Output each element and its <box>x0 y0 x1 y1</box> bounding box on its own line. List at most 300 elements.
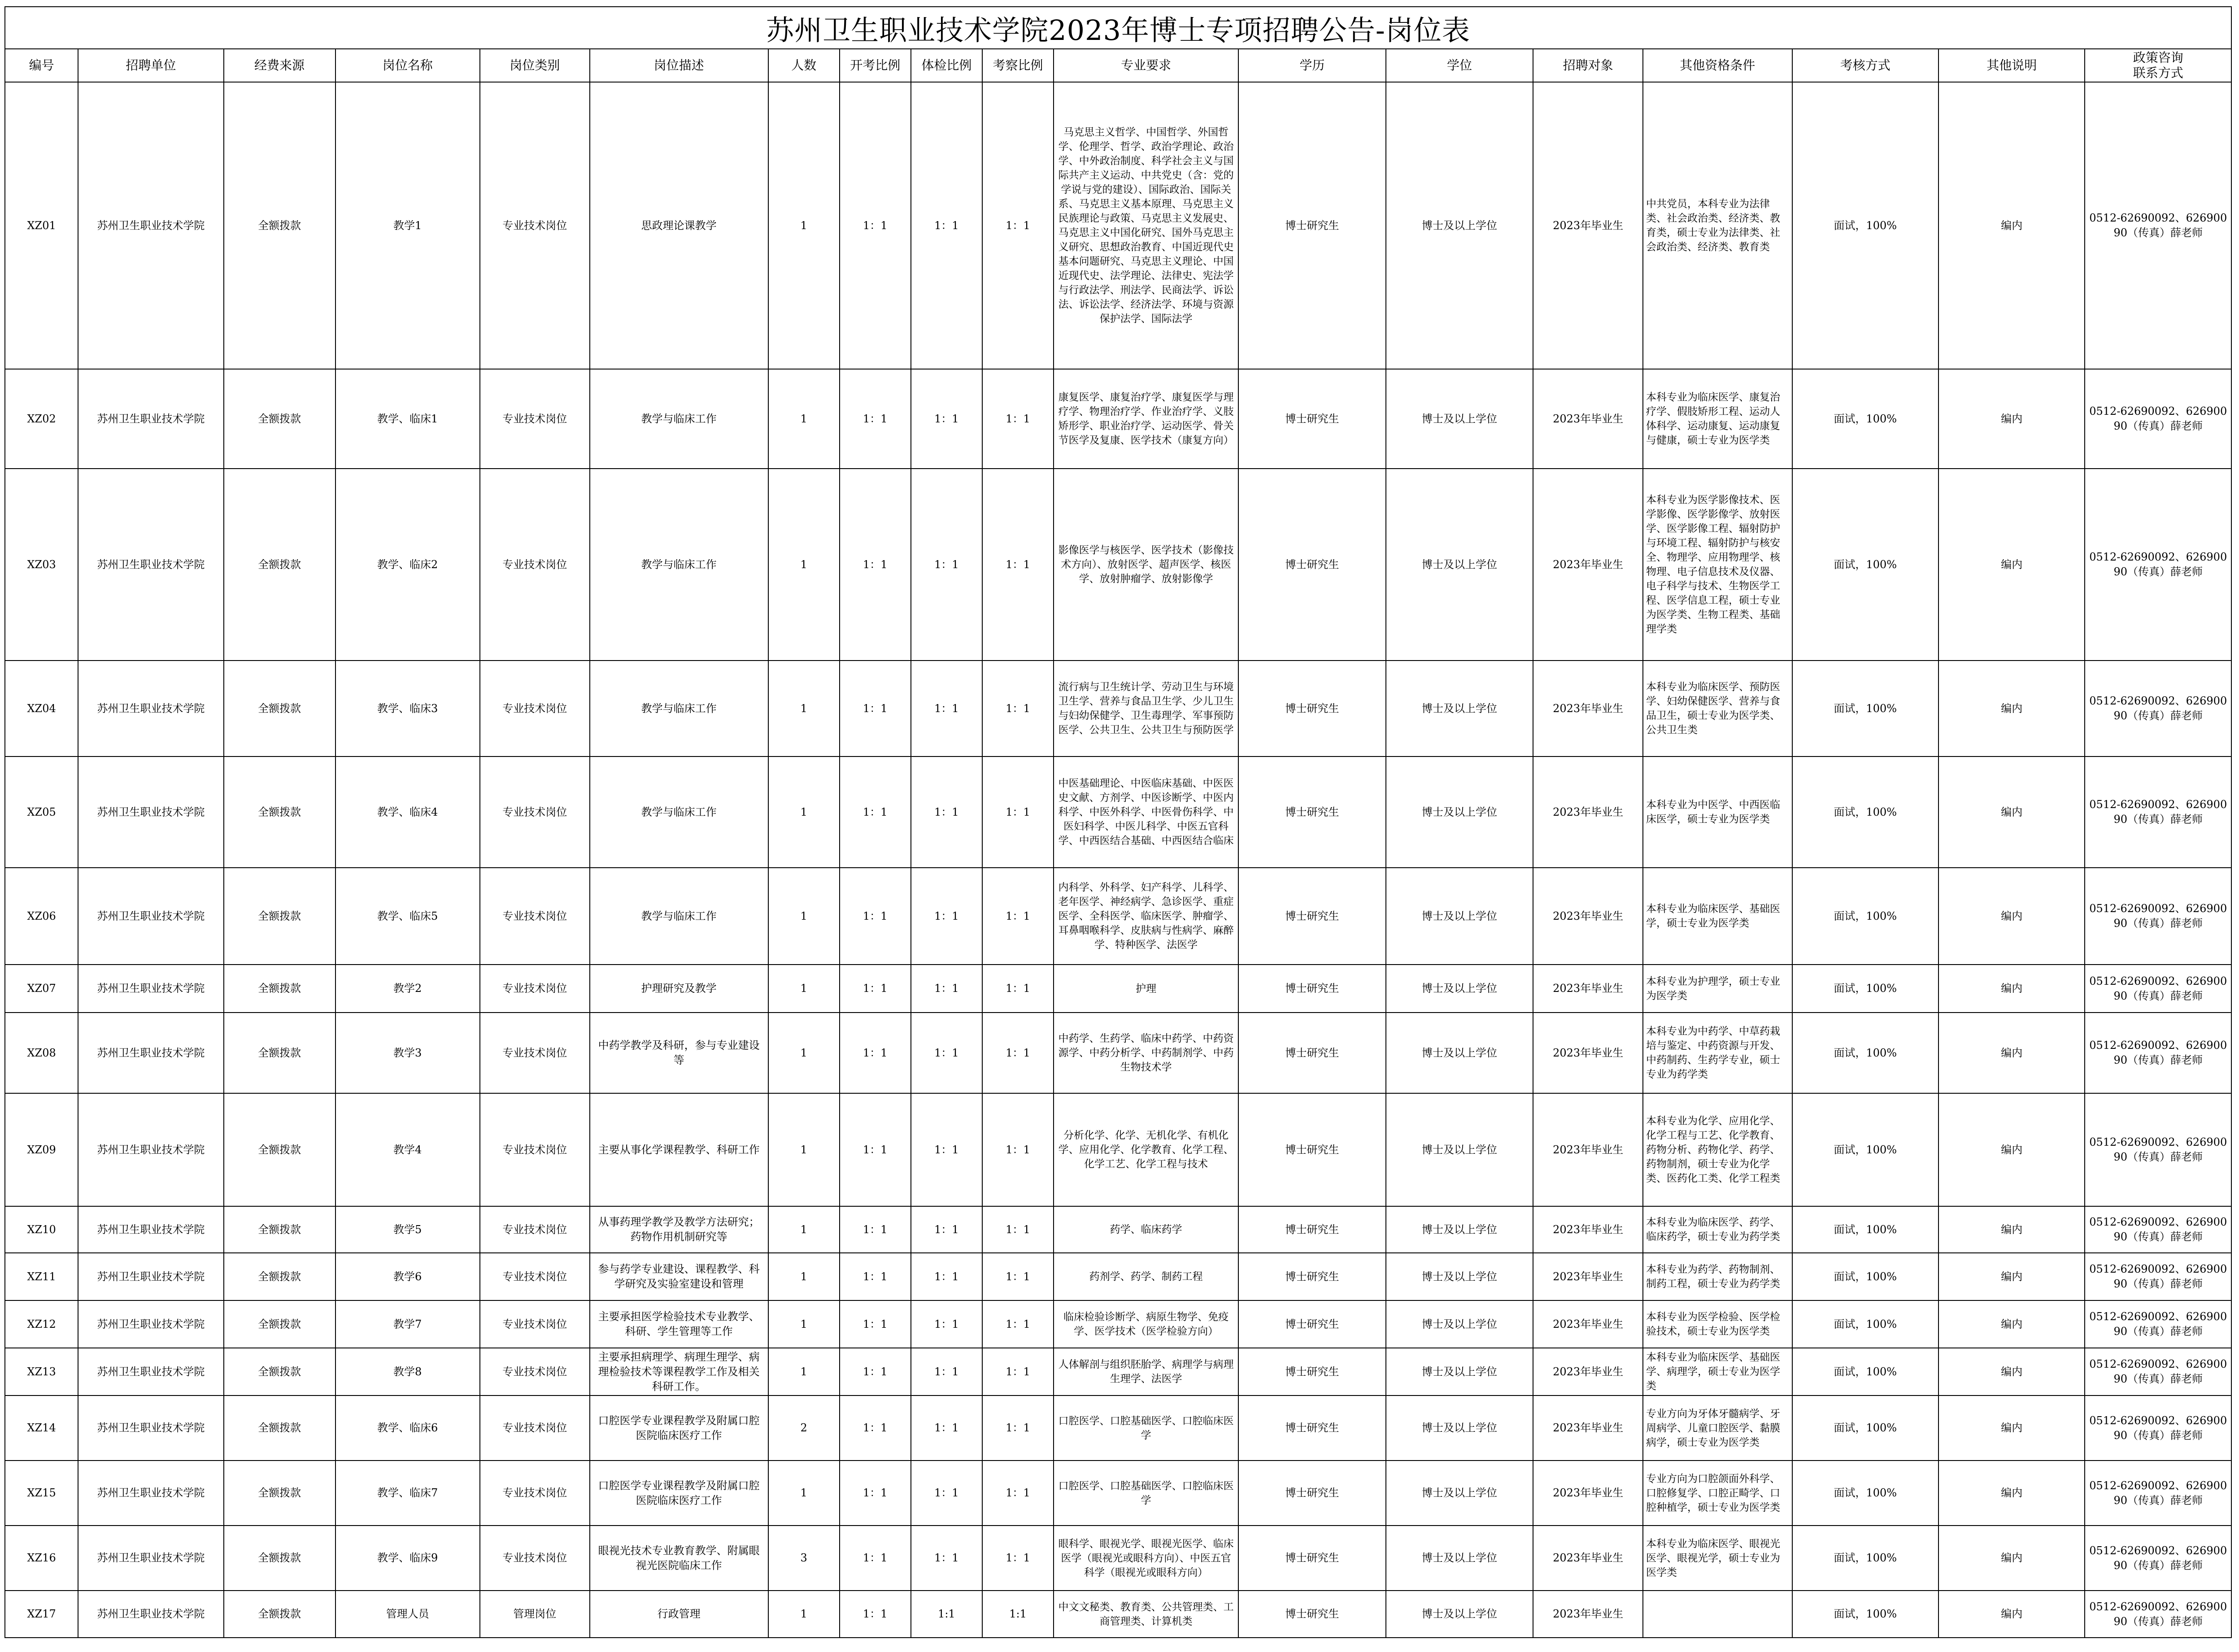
cell-medical-ratio: 1：1 <box>911 82 982 369</box>
table-title: 苏州卫生职业技术学院2023年博士专项招聘公告-岗位表 <box>4 6 2232 48</box>
cell-major: 中文文秘类、教育类、公共管理类、工商管理类、计算机类 <box>1054 1591 1238 1638</box>
cell-contact: 0512-62690092、62690090（传真）薛老师 <box>2085 756 2231 868</box>
col-header-inspection-ratio: 考察比例 <box>982 49 1054 82</box>
cell-inspection-ratio: 1:1 <box>982 1591 1054 1638</box>
cell-description: 教学与临床工作 <box>590 369 768 469</box>
cell-major: 流行病与卫生统计学、劳动卫生与环境卫生学、营养与食品卫生学、少儿卫生与妇幼保健学、卫生毒理学、军事预防医学、公共卫生、公共卫生与预防医学 <box>1054 661 1238 756</box>
cell-id: XZ06 <box>5 868 78 965</box>
cell-other-qualifications: 本科专业为中医学、中西医临床医学，硕士专业为医学类 <box>1643 756 1792 868</box>
job-table <box>4 48 2232 1638</box>
cell-degree: 博士及以上学位 <box>1386 1348 1533 1396</box>
cell-contact: 0512-62690092、62690090（传真）薛老师 <box>2085 868 2231 965</box>
cell-assessment: 面试，100% <box>1792 1253 1938 1300</box>
cell-target: 2023年毕业生 <box>1533 369 1643 469</box>
cell-category: 专业技术岗位 <box>480 1526 590 1591</box>
cell-major: 护理 <box>1054 965 1238 1013</box>
cell-education: 博士研究生 <box>1238 868 1385 965</box>
cell-other-qualifications: 本科专业为临床医学、药学、临床药学，硕士专业为药学类 <box>1643 1206 1792 1253</box>
cell-assessment: 面试，100% <box>1792 756 1938 868</box>
cell-id: XZ17 <box>5 1591 78 1638</box>
cell-description: 眼视光技术专业教育教学、附属眼视光医院临床工作 <box>590 1526 768 1591</box>
cell-assessment: 面试，100% <box>1792 1300 1938 1348</box>
cell-count: 1 <box>768 1093 840 1206</box>
cell-target: 2023年毕业生 <box>1533 756 1643 868</box>
cell-other-qualifications: 本科专业为医学检验、医学检验技术，硕士专业为医学类 <box>1643 1300 1792 1348</box>
cell-contact: 0512-62690092、62690090（传真）薛老师 <box>2085 1206 2231 1253</box>
cell-education: 博士研究生 <box>1238 1300 1385 1348</box>
cell-other-qualifications: 本科专业为临床医学、康复治疗学、假肢矫形工程、运动人体科学、运动康复、运动康复与健康，硕士专业为医学类 <box>1643 369 1792 469</box>
cell-fund: 全额拨款 <box>224 1206 335 1253</box>
cell-major: 中药学、生药学、临床中药学、中药资源学、中药分析学、中药制剂学、中药生物技术学 <box>1054 1013 1238 1093</box>
cell-inspection-ratio: 1：1 <box>982 1206 1054 1253</box>
cell-target: 2023年毕业生 <box>1533 1526 1643 1591</box>
table-row <box>5 965 2231 1013</box>
cell-unit: 苏州卫生职业技术学院 <box>78 82 223 369</box>
cell-count: 1 <box>768 1348 840 1396</box>
cell-fund: 全额拨款 <box>224 756 335 868</box>
cell-assessment: 面试，100% <box>1792 1013 1938 1093</box>
cell-contact: 0512-62690092、62690090（传真）薛老师 <box>2085 1300 2231 1348</box>
cell-assessment: 面试，100% <box>1792 868 1938 965</box>
cell-target: 2023年毕业生 <box>1533 82 1643 369</box>
cell-medical-ratio: 1：1 <box>911 1253 982 1300</box>
cell-target: 2023年毕业生 <box>1533 1093 1643 1206</box>
cell-exam-ratio: 1：1 <box>840 756 911 868</box>
cell-other-qualifications: 专业方向为牙体牙髓病学、牙周病学、儿童口腔医学、黏膜病学，硕士专业为医学类 <box>1643 1396 1792 1461</box>
cell-id: XZ04 <box>5 661 78 756</box>
cell-assessment: 面试，100% <box>1792 1348 1938 1396</box>
cell-unit: 苏州卫生职业技术学院 <box>78 1591 223 1638</box>
cell-count: 1 <box>768 661 840 756</box>
cell-education: 博士研究生 <box>1238 1348 1385 1396</box>
table-row <box>5 1253 2231 1300</box>
cell-inspection-ratio: 1：1 <box>982 661 1054 756</box>
cell-degree: 博士及以上学位 <box>1386 965 1533 1013</box>
cell-other-qualifications: 本科专业为临床医学、预防医学、妇幼保健医学、营养与食品卫生，硕士专业为医学类、公共卫生类 <box>1643 661 1792 756</box>
cell-post: 教学1 <box>335 82 480 369</box>
cell-id: XZ14 <box>5 1396 78 1461</box>
cell-unit: 苏州卫生职业技术学院 <box>78 868 223 965</box>
cell-category: 专业技术岗位 <box>480 1461 590 1526</box>
cell-unit: 苏州卫生职业技术学院 <box>78 1253 223 1300</box>
cell-category: 专业技术岗位 <box>480 1093 590 1206</box>
cell-unit: 苏州卫生职业技术学院 <box>78 1396 223 1461</box>
cell-contact: 0512-62690092、62690090（传真）薛老师 <box>2085 661 2231 756</box>
cell-notes: 编内 <box>1938 82 2085 369</box>
cell-education: 博士研究生 <box>1238 469 1385 661</box>
cell-assessment: 面试，100% <box>1792 661 1938 756</box>
cell-exam-ratio: 1：1 <box>840 369 911 469</box>
cell-id: XZ08 <box>5 1013 78 1093</box>
cell-education: 博士研究生 <box>1238 369 1385 469</box>
cell-count: 1 <box>768 1591 840 1638</box>
cell-medical-ratio: 1：1 <box>911 1526 982 1591</box>
cell-exam-ratio: 1：1 <box>840 469 911 661</box>
job-table-sheet <box>4 6 2232 1644</box>
cell-inspection-ratio: 1：1 <box>982 1253 1054 1300</box>
cell-count: 1 <box>768 369 840 469</box>
cell-post: 教学、临床5 <box>335 868 480 965</box>
cell-inspection-ratio: 1：1 <box>982 965 1054 1013</box>
col-header-target: 招聘对象 <box>1533 49 1643 82</box>
cell-contact: 0512-62690092、62690090（传真）薛老师 <box>2085 1013 2231 1093</box>
table-row <box>5 369 2231 469</box>
cell-education: 博士研究生 <box>1238 1461 1385 1526</box>
cell-fund: 全额拨款 <box>224 1348 335 1396</box>
cell-unit: 苏州卫生职业技术学院 <box>78 1206 223 1253</box>
cell-medical-ratio: 1：1 <box>911 1093 982 1206</box>
cell-category: 专业技术岗位 <box>480 369 590 469</box>
cell-target: 2023年毕业生 <box>1533 1253 1643 1300</box>
cell-id: XZ15 <box>5 1461 78 1526</box>
cell-id: XZ01 <box>5 82 78 369</box>
cell-exam-ratio: 1：1 <box>840 1013 911 1093</box>
cell-count: 1 <box>768 1253 840 1300</box>
cell-target: 2023年毕业生 <box>1533 469 1643 661</box>
cell-exam-ratio: 1：1 <box>840 1300 911 1348</box>
cell-target: 2023年毕业生 <box>1533 1206 1643 1253</box>
cell-contact: 0512-62690092、62690090（传真）薛老师 <box>2085 469 2231 661</box>
cell-unit: 苏州卫生职业技术学院 <box>78 469 223 661</box>
cell-fund: 全额拨款 <box>224 1093 335 1206</box>
cell-exam-ratio: 1：1 <box>840 1526 911 1591</box>
cell-id: XZ02 <box>5 369 78 469</box>
col-header-unit: 招聘单位 <box>78 49 223 82</box>
cell-category: 专业技术岗位 <box>480 1013 590 1093</box>
cell-other-qualifications: 专业方向为口腔颌面外科学、口腔修复学、口腔正畸学、口腔种植学，硕士专业为医学类 <box>1643 1461 1792 1526</box>
cell-count: 1 <box>768 469 840 661</box>
cell-exam-ratio: 1：1 <box>840 868 911 965</box>
cell-medical-ratio: 1：1 <box>911 868 982 965</box>
cell-education: 博士研究生 <box>1238 1093 1385 1206</box>
cell-fund: 全额拨款 <box>224 369 335 469</box>
table-row <box>5 1396 2231 1461</box>
cell-inspection-ratio: 1：1 <box>982 82 1054 369</box>
cell-inspection-ratio: 1：1 <box>982 1526 1054 1591</box>
cell-category: 专业技术岗位 <box>480 1396 590 1461</box>
cell-medical-ratio: 1：1 <box>911 661 982 756</box>
cell-id: XZ07 <box>5 965 78 1013</box>
col-header-id: 编号 <box>5 49 78 82</box>
cell-unit: 苏州卫生职业技术学院 <box>78 661 223 756</box>
cell-category: 专业技术岗位 <box>480 1300 590 1348</box>
cell-other-qualifications: 本科专业为护理学，硕士专业为医学类 <box>1643 965 1792 1013</box>
cell-degree: 博士及以上学位 <box>1386 1206 1533 1253</box>
cell-education: 博士研究生 <box>1238 661 1385 756</box>
cell-category: 专业技术岗位 <box>480 661 590 756</box>
cell-unit: 苏州卫生职业技术学院 <box>78 1461 223 1526</box>
cell-contact: 0512-62690092、62690090（传真）薛老师 <box>2085 1348 2231 1396</box>
cell-target: 2023年毕业生 <box>1533 1013 1643 1093</box>
cell-inspection-ratio: 1：1 <box>982 1093 1054 1206</box>
cell-education: 博士研究生 <box>1238 1396 1385 1461</box>
cell-major: 眼科学、眼视光学、眼视光医学、临床医学（眼视光或眼科方向）、中医五官科学（眼视光或眼科方向） <box>1054 1526 1238 1591</box>
table-row <box>5 1093 2231 1206</box>
cell-notes: 编内 <box>1938 1253 2085 1300</box>
cell-inspection-ratio: 1：1 <box>982 1348 1054 1396</box>
cell-major: 临床检验诊断学、病原生物学、免疫学、医学技术（医学检验方向） <box>1054 1300 1238 1348</box>
cell-target: 2023年毕业生 <box>1533 1461 1643 1526</box>
col-header-education: 学历 <box>1238 49 1385 82</box>
cell-count: 3 <box>768 1526 840 1591</box>
cell-inspection-ratio: 1：1 <box>982 868 1054 965</box>
cell-inspection-ratio: 1：1 <box>982 1461 1054 1526</box>
cell-contact: 0512-62690092、62690090（传真）薛老师 <box>2085 1093 2231 1206</box>
cell-assessment: 面试，100% <box>1792 1526 1938 1591</box>
cell-notes: 编内 <box>1938 1591 2085 1638</box>
table-row <box>5 82 2231 369</box>
cell-fund: 全额拨款 <box>224 661 335 756</box>
cell-id: XZ11 <box>5 1253 78 1300</box>
cell-inspection-ratio: 1：1 <box>982 1013 1054 1093</box>
cell-post: 管理人员 <box>335 1591 480 1638</box>
cell-medical-ratio: 1：1 <box>911 1348 982 1396</box>
cell-post: 教学、临床9 <box>335 1526 480 1591</box>
cell-count: 1 <box>768 965 840 1013</box>
cell-target: 2023年毕业生 <box>1533 868 1643 965</box>
cell-description: 思政理论课教学 <box>590 82 768 369</box>
table-row <box>5 756 2231 868</box>
table-row <box>5 469 2231 661</box>
cell-notes: 编内 <box>1938 1206 2085 1253</box>
cell-notes: 编内 <box>1938 1093 2085 1206</box>
table-row <box>5 1526 2231 1591</box>
cell-inspection-ratio: 1：1 <box>982 369 1054 469</box>
col-header-count: 人数 <box>768 49 840 82</box>
cell-exam-ratio: 1：1 <box>840 661 911 756</box>
cell-medical-ratio: 1:1 <box>911 1591 982 1638</box>
cell-fund: 全额拨款 <box>224 965 335 1013</box>
cell-exam-ratio: 1：1 <box>840 1348 911 1396</box>
cell-description: 口腔医学专业课程教学及附属口腔医院临床医疗工作 <box>590 1461 768 1526</box>
cell-other-qualifications: 本科专业为临床医学、基础医学，硕士专业为医学类 <box>1643 868 1792 965</box>
cell-contact: 0512-62690092、62690090（传真）薛老师 <box>2085 1526 2231 1591</box>
table-row <box>5 661 2231 756</box>
cell-description: 教学与临床工作 <box>590 756 768 868</box>
col-header-category: 岗位类别 <box>480 49 590 82</box>
cell-other-qualifications: 中共党员，本科专业为法律类、社会政治类、经济类、教育类，硕士专业为法律类、社会政治类、经济类、教育类 <box>1643 82 1792 369</box>
cell-medical-ratio: 1：1 <box>911 1013 982 1093</box>
cell-other-qualifications: 本科专业为中药学、中草药栽培与鉴定、中药资源与开发、中药制药、生药学专业，硕士专业为药学类 <box>1643 1013 1792 1093</box>
cell-major: 马克思主义哲学、中国哲学、外国哲学、伦理学、哲学、政治学理论、政治学、中外政治制度、科学社会主义与国际共产主义运动、中共党史（含：党的学说与党的建设）、国际政治、国际关系、马克思主义基本原理、马克思主义民族理论与政策、马克思主义发展史、马克思主义中国化研究、国外马克思主义研究、思想政治教育、中国近现代史基本问题研究、马克思主义理论、中国近现代史、法学理论、法律史、宪法学与行政法学、刑法学、民商法学、诉讼法、诉讼法学、经济法学、环境与资源保护法学、国际法学 <box>1054 82 1238 369</box>
cell-category: 专业技术岗位 <box>480 1348 590 1396</box>
cell-category: 专业技术岗位 <box>480 1206 590 1253</box>
cell-notes: 编内 <box>1938 1300 2085 1348</box>
cell-post: 教学、临床7 <box>335 1461 480 1526</box>
cell-post: 教学4 <box>335 1093 480 1206</box>
cell-fund: 全额拨款 <box>224 1526 335 1591</box>
cell-target: 2023年毕业生 <box>1533 661 1643 756</box>
cell-inspection-ratio: 1：1 <box>982 1396 1054 1461</box>
cell-notes: 编内 <box>1938 1461 2085 1526</box>
cell-description: 口腔医学专业课程教学及附属口腔医院临床医疗工作 <box>590 1396 768 1461</box>
cell-count: 1 <box>768 1206 840 1253</box>
cell-contact: 0512-62690092、62690090（传真）薛老师 <box>2085 369 2231 469</box>
cell-other-qualifications <box>1643 1591 1792 1638</box>
cell-target: 2023年毕业生 <box>1533 965 1643 1013</box>
cell-degree: 博士及以上学位 <box>1386 1396 1533 1461</box>
cell-target: 2023年毕业生 <box>1533 1348 1643 1396</box>
cell-exam-ratio: 1：1 <box>840 1591 911 1638</box>
cell-contact: 0512-62690092、62690090（传真）薛老师 <box>2085 1591 2231 1638</box>
cell-education: 博士研究生 <box>1238 1591 1385 1638</box>
cell-unit: 苏州卫生职业技术学院 <box>78 1093 223 1206</box>
cell-count: 1 <box>768 1013 840 1093</box>
cell-major: 口腔医学、口腔基础医学、口腔临床医学 <box>1054 1396 1238 1461</box>
cell-fund: 全额拨款 <box>224 469 335 661</box>
cell-description: 中药学教学及科研，参与专业建设等 <box>590 1013 768 1093</box>
cell-post: 教学6 <box>335 1253 480 1300</box>
col-header-post: 岗位名称 <box>335 49 480 82</box>
cell-exam-ratio: 1：1 <box>840 1253 911 1300</box>
col-header-assessment: 考核方式 <box>1792 49 1938 82</box>
cell-unit: 苏州卫生职业技术学院 <box>78 965 223 1013</box>
cell-post: 教学、临床4 <box>335 756 480 868</box>
cell-unit: 苏州卫生职业技术学院 <box>78 756 223 868</box>
table-row <box>5 1300 2231 1348</box>
cell-id: XZ16 <box>5 1526 78 1591</box>
cell-description: 主要承担病理学、病理生理学、病理检验技术等课程教学工作及相关科研工作。 <box>590 1348 768 1396</box>
cell-fund: 全额拨款 <box>224 82 335 369</box>
cell-degree: 博士及以上学位 <box>1386 469 1533 661</box>
cell-contact: 0512-62690092、62690090（传真）薛老师 <box>2085 1461 2231 1526</box>
cell-exam-ratio: 1：1 <box>840 1396 911 1461</box>
cell-medical-ratio: 1：1 <box>911 369 982 469</box>
cell-description: 教学与临床工作 <box>590 469 768 661</box>
table-row <box>5 1461 2231 1526</box>
cell-count: 1 <box>768 1300 840 1348</box>
cell-education: 博士研究生 <box>1238 82 1385 369</box>
cell-fund: 全额拨款 <box>224 1461 335 1526</box>
cell-count: 1 <box>768 868 840 965</box>
table-row <box>5 1348 2231 1396</box>
cell-education: 博士研究生 <box>1238 965 1385 1013</box>
cell-category: 专业技术岗位 <box>480 82 590 369</box>
cell-inspection-ratio: 1：1 <box>982 469 1054 661</box>
cell-medical-ratio: 1：1 <box>911 756 982 868</box>
col-header-major: 专业要求 <box>1054 49 1238 82</box>
cell-notes: 编内 <box>1938 868 2085 965</box>
cell-assessment: 面试，100% <box>1792 1093 1938 1206</box>
cell-medical-ratio: 1：1 <box>911 1396 982 1461</box>
table-row <box>5 1591 2231 1638</box>
cell-id: XZ05 <box>5 756 78 868</box>
cell-fund: 全额拨款 <box>224 1253 335 1300</box>
cell-contact: 0512-62690092、62690090（传真）薛老师 <box>2085 1253 2231 1300</box>
cell-notes: 编内 <box>1938 661 2085 756</box>
cell-post: 教学、临床3 <box>335 661 480 756</box>
table-body <box>5 82 2231 1638</box>
cell-description: 护理研究及教学 <box>590 965 768 1013</box>
cell-post: 教学、临床6 <box>335 1396 480 1461</box>
cell-category: 专业技术岗位 <box>480 868 590 965</box>
cell-fund: 全额拨款 <box>224 868 335 965</box>
cell-contact: 0512-62690092、62690090（传真）薛老师 <box>2085 1396 2231 1461</box>
cell-assessment: 面试，100% <box>1792 965 1938 1013</box>
cell-exam-ratio: 1：1 <box>840 82 911 369</box>
cell-notes: 编内 <box>1938 1013 2085 1093</box>
cell-notes: 编内 <box>1938 1396 2085 1461</box>
table-row <box>5 1206 2231 1253</box>
cell-major: 药剂学、药学、制药工程 <box>1054 1253 1238 1300</box>
cell-unit: 苏州卫生职业技术学院 <box>78 369 223 469</box>
cell-id: XZ03 <box>5 469 78 661</box>
cell-id: XZ10 <box>5 1206 78 1253</box>
cell-id: XZ13 <box>5 1348 78 1396</box>
cell-degree: 博士及以上学位 <box>1386 82 1533 369</box>
cell-major: 分析化学、化学、无机化学、有机化学、应用化学、化学教育、化学工程、化学工艺、化学工程与技术 <box>1054 1093 1238 1206</box>
cell-degree: 博士及以上学位 <box>1386 1013 1533 1093</box>
cell-exam-ratio: 1：1 <box>840 1093 911 1206</box>
cell-description: 主要承担医学检验技术专业教学、科研、学生管理等工作 <box>590 1300 768 1348</box>
col-header-exam-ratio: 开考比例 <box>840 49 911 82</box>
cell-post: 教学3 <box>335 1013 480 1093</box>
cell-post: 教学2 <box>335 965 480 1013</box>
cell-fund: 全额拨款 <box>224 1396 335 1461</box>
cell-description: 从事药理学教学及教学方法研究；药物作用机制研究等 <box>590 1206 768 1253</box>
cell-description: 主要从事化学课程教学、科研工作 <box>590 1093 768 1206</box>
cell-major: 口腔医学、口腔基础医学、口腔临床医学 <box>1054 1461 1238 1526</box>
cell-assessment: 面试，100% <box>1792 369 1938 469</box>
cell-description: 行政管理 <box>590 1591 768 1638</box>
cell-exam-ratio: 1：1 <box>840 1206 911 1253</box>
cell-id: XZ09 <box>5 1093 78 1206</box>
cell-unit: 苏州卫生职业技术学院 <box>78 1300 223 1348</box>
cell-fund: 全额拨款 <box>224 1591 335 1638</box>
cell-post: 教学7 <box>335 1300 480 1348</box>
cell-fund: 全额拨款 <box>224 1013 335 1093</box>
cell-degree: 博士及以上学位 <box>1386 661 1533 756</box>
cell-degree: 博士及以上学位 <box>1386 1461 1533 1526</box>
cell-education: 博士研究生 <box>1238 1013 1385 1093</box>
cell-notes: 编内 <box>1938 965 2085 1013</box>
col-header-medical-ratio: 体检比例 <box>911 49 982 82</box>
cell-contact: 0512-62690092、62690090（传真）薛老师 <box>2085 965 2231 1013</box>
cell-medical-ratio: 1：1 <box>911 965 982 1013</box>
cell-count: 1 <box>768 1461 840 1526</box>
cell-notes: 编内 <box>1938 756 2085 868</box>
cell-fund: 全额拨款 <box>224 1300 335 1348</box>
cell-major: 内科学、外科学、妇产科学、儿科学、老年医学、神经病学、急诊医学、重症医学、全科医学、临床医学、肿瘤学、耳鼻咽喉科学、皮肤病与性病学、麻醉学、特种医学、法医学 <box>1054 868 1238 965</box>
cell-unit: 苏州卫生职业技术学院 <box>78 1013 223 1093</box>
cell-description: 参与药学专业建设、课程教学、科学研究及实验室建设和管理 <box>590 1253 768 1300</box>
cell-unit: 苏州卫生职业技术学院 <box>78 1526 223 1591</box>
cell-target: 2023年毕业生 <box>1533 1591 1643 1638</box>
cell-target: 2023年毕业生 <box>1533 1396 1643 1461</box>
cell-category: 管理岗位 <box>480 1591 590 1638</box>
cell-major: 人体解剖与组织胚胎学、病理学与病理生理学、法医学 <box>1054 1348 1238 1396</box>
table-row <box>5 868 2231 965</box>
cell-major: 药学、临床药学 <box>1054 1206 1238 1253</box>
col-header-notes: 其他说明 <box>1938 49 2085 82</box>
cell-assessment: 面试，100% <box>1792 1206 1938 1253</box>
cell-degree: 博士及以上学位 <box>1386 369 1533 469</box>
cell-notes: 编内 <box>1938 1348 2085 1396</box>
cell-education: 博士研究生 <box>1238 1206 1385 1253</box>
cell-notes: 编内 <box>1938 469 2085 661</box>
cell-medical-ratio: 1：1 <box>911 1206 982 1253</box>
cell-category: 专业技术岗位 <box>480 469 590 661</box>
cell-education: 博士研究生 <box>1238 1526 1385 1591</box>
cell-description: 教学与临床工作 <box>590 868 768 965</box>
col-header-degree: 学位 <box>1386 49 1533 82</box>
cell-other-qualifications: 本科专业为药学、药物制剂、制药工程，硕士专业为药学类 <box>1643 1253 1792 1300</box>
cell-count: 1 <box>768 82 840 369</box>
cell-notes: 编内 <box>1938 369 2085 469</box>
cell-notes: 编内 <box>1938 1526 2085 1591</box>
cell-major: 康复医学、康复治疗学、康复医学与理疗学、物理治疗学、作业治疗学、义肢矫形学、职业治疗学、运动医学、骨关节医学及复康、医学技术（康复方向） <box>1054 369 1238 469</box>
cell-description: 教学与临床工作 <box>590 661 768 756</box>
